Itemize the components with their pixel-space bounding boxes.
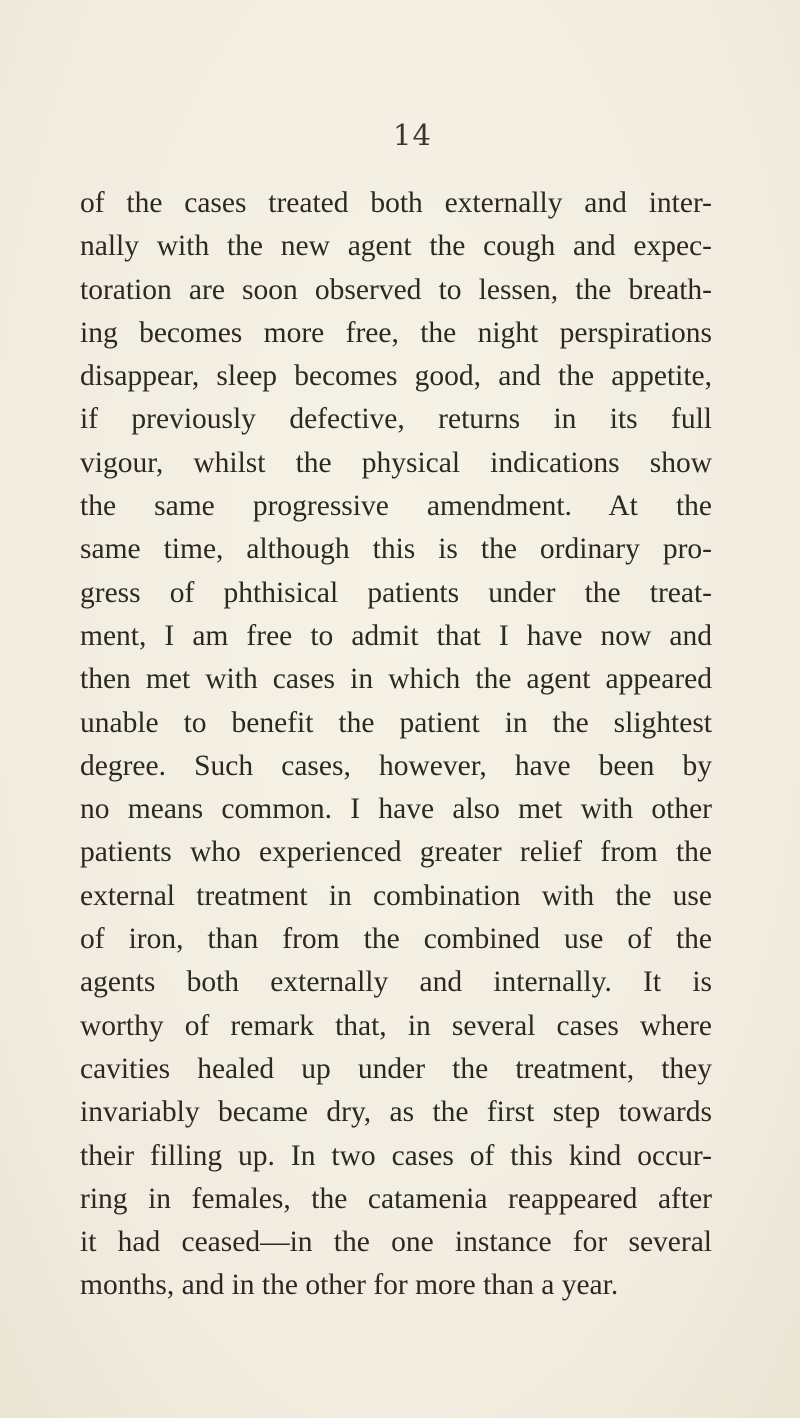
text-line: nally with the new agent the cough and expec-	[80, 230, 712, 263]
text-line: same time, although this is the ordinary pro-	[80, 533, 712, 566]
text-line: then met with cases in which the agent appeared	[80, 663, 712, 696]
text-line: patients who experienced greater relief from the	[80, 836, 712, 869]
text-line: agents both externally and internally. It is	[80, 966, 712, 999]
text-line: cavities healed up under the treatment, they	[80, 1052, 712, 1085]
text-line: toration are soon observed to lessen, the breath-	[80, 273, 712, 306]
text-line: their filling up. In two cases of this kind occur-	[80, 1139, 712, 1172]
text-line: ing becomes more free, the night perspirations	[80, 316, 712, 349]
page-number: 14	[393, 118, 432, 152]
text-line: of iron, than from the combined use of the	[80, 923, 712, 956]
text-line: months, and in the other for more than a year.	[80, 1269, 619, 1302]
text-line: ring in females, the catamenia reappeared after	[80, 1182, 712, 1215]
text-line: external treatment in combination with the use	[80, 879, 712, 912]
text-line: of the cases treated both externally and inter-	[80, 187, 712, 219]
text-line: vigour, whilst the physical indications show	[80, 446, 712, 479]
text-line: it had ceased—in the one instance for several	[80, 1226, 712, 1259]
text-line: invariably became dry, as the first step towards	[80, 1096, 712, 1129]
text-line: if previously defective, returns in its full	[80, 403, 712, 436]
text-line: gress of phthisical patients under the treat-	[80, 576, 712, 609]
text-line: disappear, sleep becomes good, and the appetite,	[80, 360, 712, 393]
text-line: unable to benefit the patient in the slightest	[80, 706, 712, 739]
text-line: degree. Such cases, however, have been by	[80, 749, 712, 782]
text-line: no means common. I have also met with other	[80, 793, 712, 826]
text-line: worthy of remark that, in several cases where	[80, 1009, 712, 1042]
text-line: the same progressive amendment. At the	[80, 490, 712, 523]
body-paragraph	[80, 182, 712, 1308]
text-line: ment, I am free to admit that I have now and	[80, 619, 712, 652]
